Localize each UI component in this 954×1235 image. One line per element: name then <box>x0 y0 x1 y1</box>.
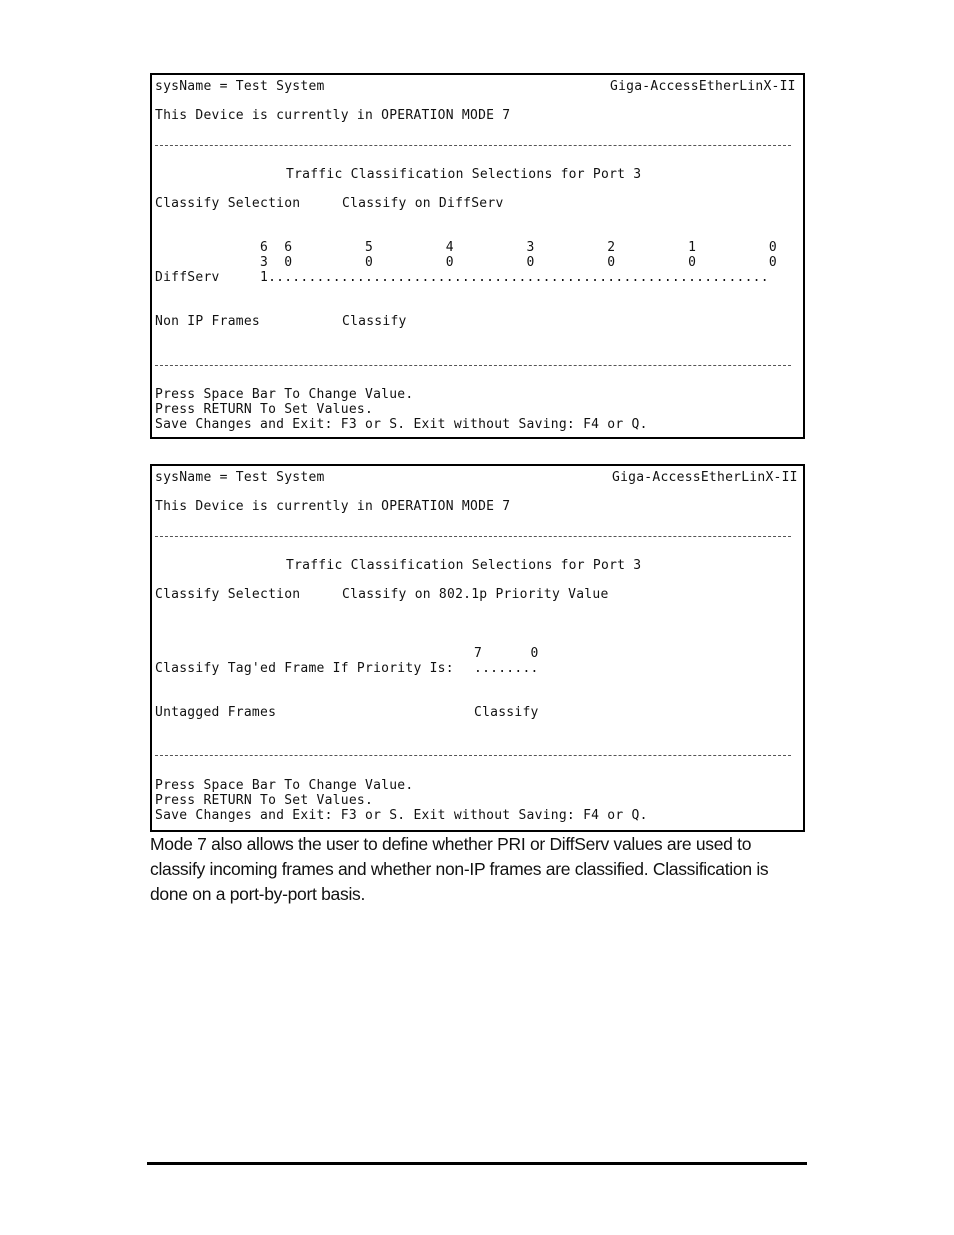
diffserv-label: DiffServ <box>155 270 220 285</box>
diffserv-value-field[interactable]: 1.............................................................. <box>260 270 769 285</box>
product-name: Giga-AccessEtherLinX-II <box>612 470 798 485</box>
separator-line <box>155 755 791 757</box>
classify-selection-label: Classify Selection <box>155 587 301 602</box>
untagged-frames-label: Untagged Frames <box>155 705 277 720</box>
separator-line <box>155 145 791 147</box>
operation-mode-line: This Device is currently in OPERATION MODE 7 <box>155 499 511 514</box>
body-paragraph <box>150 832 810 907</box>
priority-scale: 7 0 <box>474 646 539 661</box>
terminal-screen-diffserv <box>150 73 805 439</box>
separator-line <box>155 365 791 367</box>
help-space-bar: Press Space Bar To Change Value. <box>155 387 414 402</box>
tagged-frame-label: Classify Tag'ed Frame If Priority Is: <box>155 661 454 676</box>
diffserv-scale-bottom: 3 0 0 0 0 0 0 0 <box>260 255 777 270</box>
separator-line <box>155 536 791 538</box>
operation-mode-line: This Device is currently in OPERATION MODE 7 <box>155 108 511 123</box>
help-return: Press RETURN To Set Values. <box>155 402 374 417</box>
sysname-label: sysName = Test System <box>155 470 325 485</box>
classify-selection-label: Classify Selection <box>155 196 301 211</box>
tagged-frame-priority-field[interactable]: ........ <box>474 661 539 676</box>
classify-selection-value[interactable]: Classify on 802.1p Priority Value <box>342 587 609 602</box>
help-save-exit: Save Changes and Exit: F3 or S. Exit without Saving: F4 or Q. <box>155 417 648 432</box>
non-ip-frames-label: Non IP Frames <box>155 314 260 329</box>
footer-rule <box>147 1162 807 1165</box>
help-save-exit: Save Changes and Exit: F3 or S. Exit without Saving: F4 or Q. <box>155 808 648 823</box>
non-ip-frames-value[interactable]: Classify <box>342 314 407 329</box>
help-return: Press RETURN To Set Values. <box>155 793 374 808</box>
body-line: done on a port-by-port basis. <box>150 884 366 904</box>
sysname-label: sysName = Test System <box>155 79 325 94</box>
body-line: classify incoming frames and whether non-IP frames are classified. Classification is <box>150 859 769 879</box>
diffserv-scale-top: 6 6 5 4 3 2 1 0 <box>260 240 777 255</box>
classify-selection-value[interactable]: Classify on DiffServ <box>342 196 504 211</box>
help-space-bar: Press Space Bar To Change Value. <box>155 778 414 793</box>
untagged-frames-value[interactable]: Classify <box>474 705 539 720</box>
page-heading: Traffic Classification Selections for Port 3 <box>286 167 642 182</box>
product-name: Giga-AccessEtherLinX-II <box>610 79 796 94</box>
body-line: Mode 7 also allows the user to define whether PRI or DiffServ values are used to <box>150 834 752 854</box>
page-heading: Traffic Classification Selections for Port 3 <box>286 558 642 573</box>
terminal-screen-priority <box>150 464 805 832</box>
